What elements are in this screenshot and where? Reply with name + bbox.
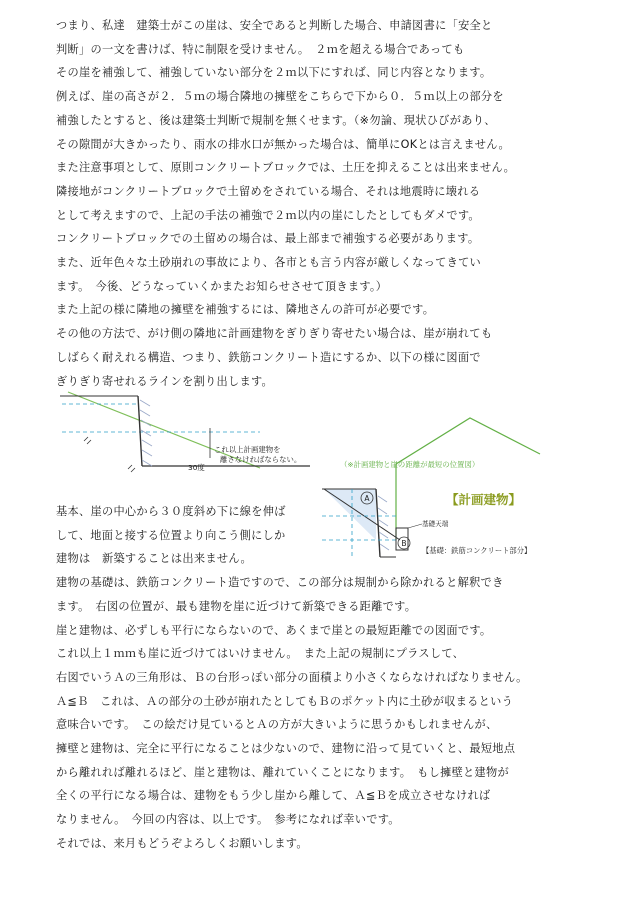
ground-marker (128, 465, 135, 472)
foundation-label: 【基礎：鉄筋コンクリート部分】 (422, 546, 532, 555)
text-line: その崖を補強して、補強していない部分を２ｍ以下にすれば、同じ内容となります。 (56, 66, 492, 80)
text-line: また、近年色々な土砂崩れの事故により、各市とも言う内容が厳しくなってきてい (56, 256, 482, 270)
setback-note: 離さなければならない。 (220, 455, 302, 464)
text-line: 補強したとすると、後は建築士判断で規制を無くせます。（※勿論、現状ひびがあり、 (56, 113, 496, 127)
text-line: 建物は 新築することは出来ません。 (56, 552, 252, 566)
foundation-top-label: 基礎天端 (422, 520, 449, 528)
text-line: 判断」の一文を書けば、特に制限を受けません。 ２ｍを超える場合であっても (56, 42, 465, 56)
text-line: しばらく耐えれる構造、つまり、鉄筋コンクリート造にするか、以下の様に図面で (56, 350, 481, 364)
text-line: 右図でいうＡの三角形は、Ｂの台形っぽい部分の面積より小さくならなければなりません。 (56, 670, 528, 684)
height-marker (84, 437, 91, 444)
text-line: その隙間が大きかったり、雨水の排水口が無かった場合は、簡単にOKとは言えません。 (56, 137, 510, 151)
text-line: コンクリートブロックでの土留めの場合は、最上部まで補強する必要があります。 (56, 232, 480, 246)
text-line: 全くの平行になる場合は、建物をもう少し崖から離して、Ａ≦Ｂを成立させなければ (56, 789, 491, 803)
text-line: なりません。 今回の内容は、以上です。 参考になれば幸いです。 (56, 813, 400, 827)
text-line: 隣接地がコンクリートブロックで土留めをされている場合、それは地震時に壊れる (56, 184, 481, 198)
figure-caption: （※計画建物と崖の距離が最短の位置図） (340, 460, 480, 469)
text-line: ぎりぎり寄せれるラインを割り出します。 (56, 374, 274, 388)
text-line: これ以上１ｍｍも崖に近づけてはいけません。 また上記の規制にプラスして、 (56, 647, 465, 661)
text-line: つまり、私達 建築士がこの崖は、安全であると判断した場合、申請図書に「安全と (56, 19, 493, 32)
label-a: A (364, 494, 370, 503)
text-line: それでは、来月もどうぞよろしくお願いします。 (56, 836, 308, 850)
setback-note: これ以上計画建物を (214, 445, 281, 454)
text-line: 建物の基礎は、鉄筋コンクリート造ですので、この部分は規制から除かれると解釈でき (56, 576, 504, 590)
text-line: ます。 今後、どうなっていくかまたお知らせさせて頂きます。） (56, 279, 388, 293)
text-line: 基本、崖の中心から３０度斜め下に線を伸ば (56, 505, 286, 518)
text-line: また注意事項として、原則コンクリートブロックでは、土圧を抑えることは出来ません。 (56, 161, 516, 175)
text-line: 例えば、崖の高さが２．５ｍの場合隣地の擁壁をこちらで下から０．５ｍ以上の部分を (56, 90, 504, 104)
text-line: から離れれば離れるほど、崖と建物は、離れていくことになります。 もし擁壁と建物が (56, 765, 510, 779)
text-line: Ａ≦Ｂ これは、Ａの部分の土砂が崩れたとしてもＢのポケット内に土砂が収まるという (56, 694, 514, 708)
text-line: その他の方法で、がけ側の隣地に計画建物をぎりぎり寄せたい場合は、崖が崩れても (56, 327, 493, 341)
text-line: 意味合いです。 この絵だけ見ているとＡの方が大きいように思うかもしれませんが、 (56, 718, 498, 732)
body-text-top (56, 14, 616, 393)
text-line: また上記の様に隣地の擁壁を補強するには、隣地さんの許可が必要です。 (56, 303, 435, 317)
retaining-wall-face (138, 396, 142, 466)
body-text-bottom (56, 500, 616, 856)
label-b: B (401, 539, 407, 548)
text-line: して、地面と接する位置より向こう側にしか (56, 528, 286, 542)
text-line: 崖と建物は、必ずしも平行にならないので、あくまで崖との最短距離での図面です。 (56, 623, 492, 637)
text-line: として考えますので、上記の手法の補強で２ｍ以内の崖にしたとしてもダメです。 (56, 208, 480, 222)
text-line: ます。 右図の位置が、最も建物を崖に近づけて新築できる距離です。 (56, 599, 417, 613)
building-label: 【計画建物】 (446, 492, 522, 507)
angle-label: 30度 (188, 463, 205, 472)
slope-setback-diagram (60, 386, 330, 478)
text-line: 擁壁と建物は、完全に平行になることは少ないので、建物に沿って見ていくと、最短地点 (56, 742, 516, 756)
